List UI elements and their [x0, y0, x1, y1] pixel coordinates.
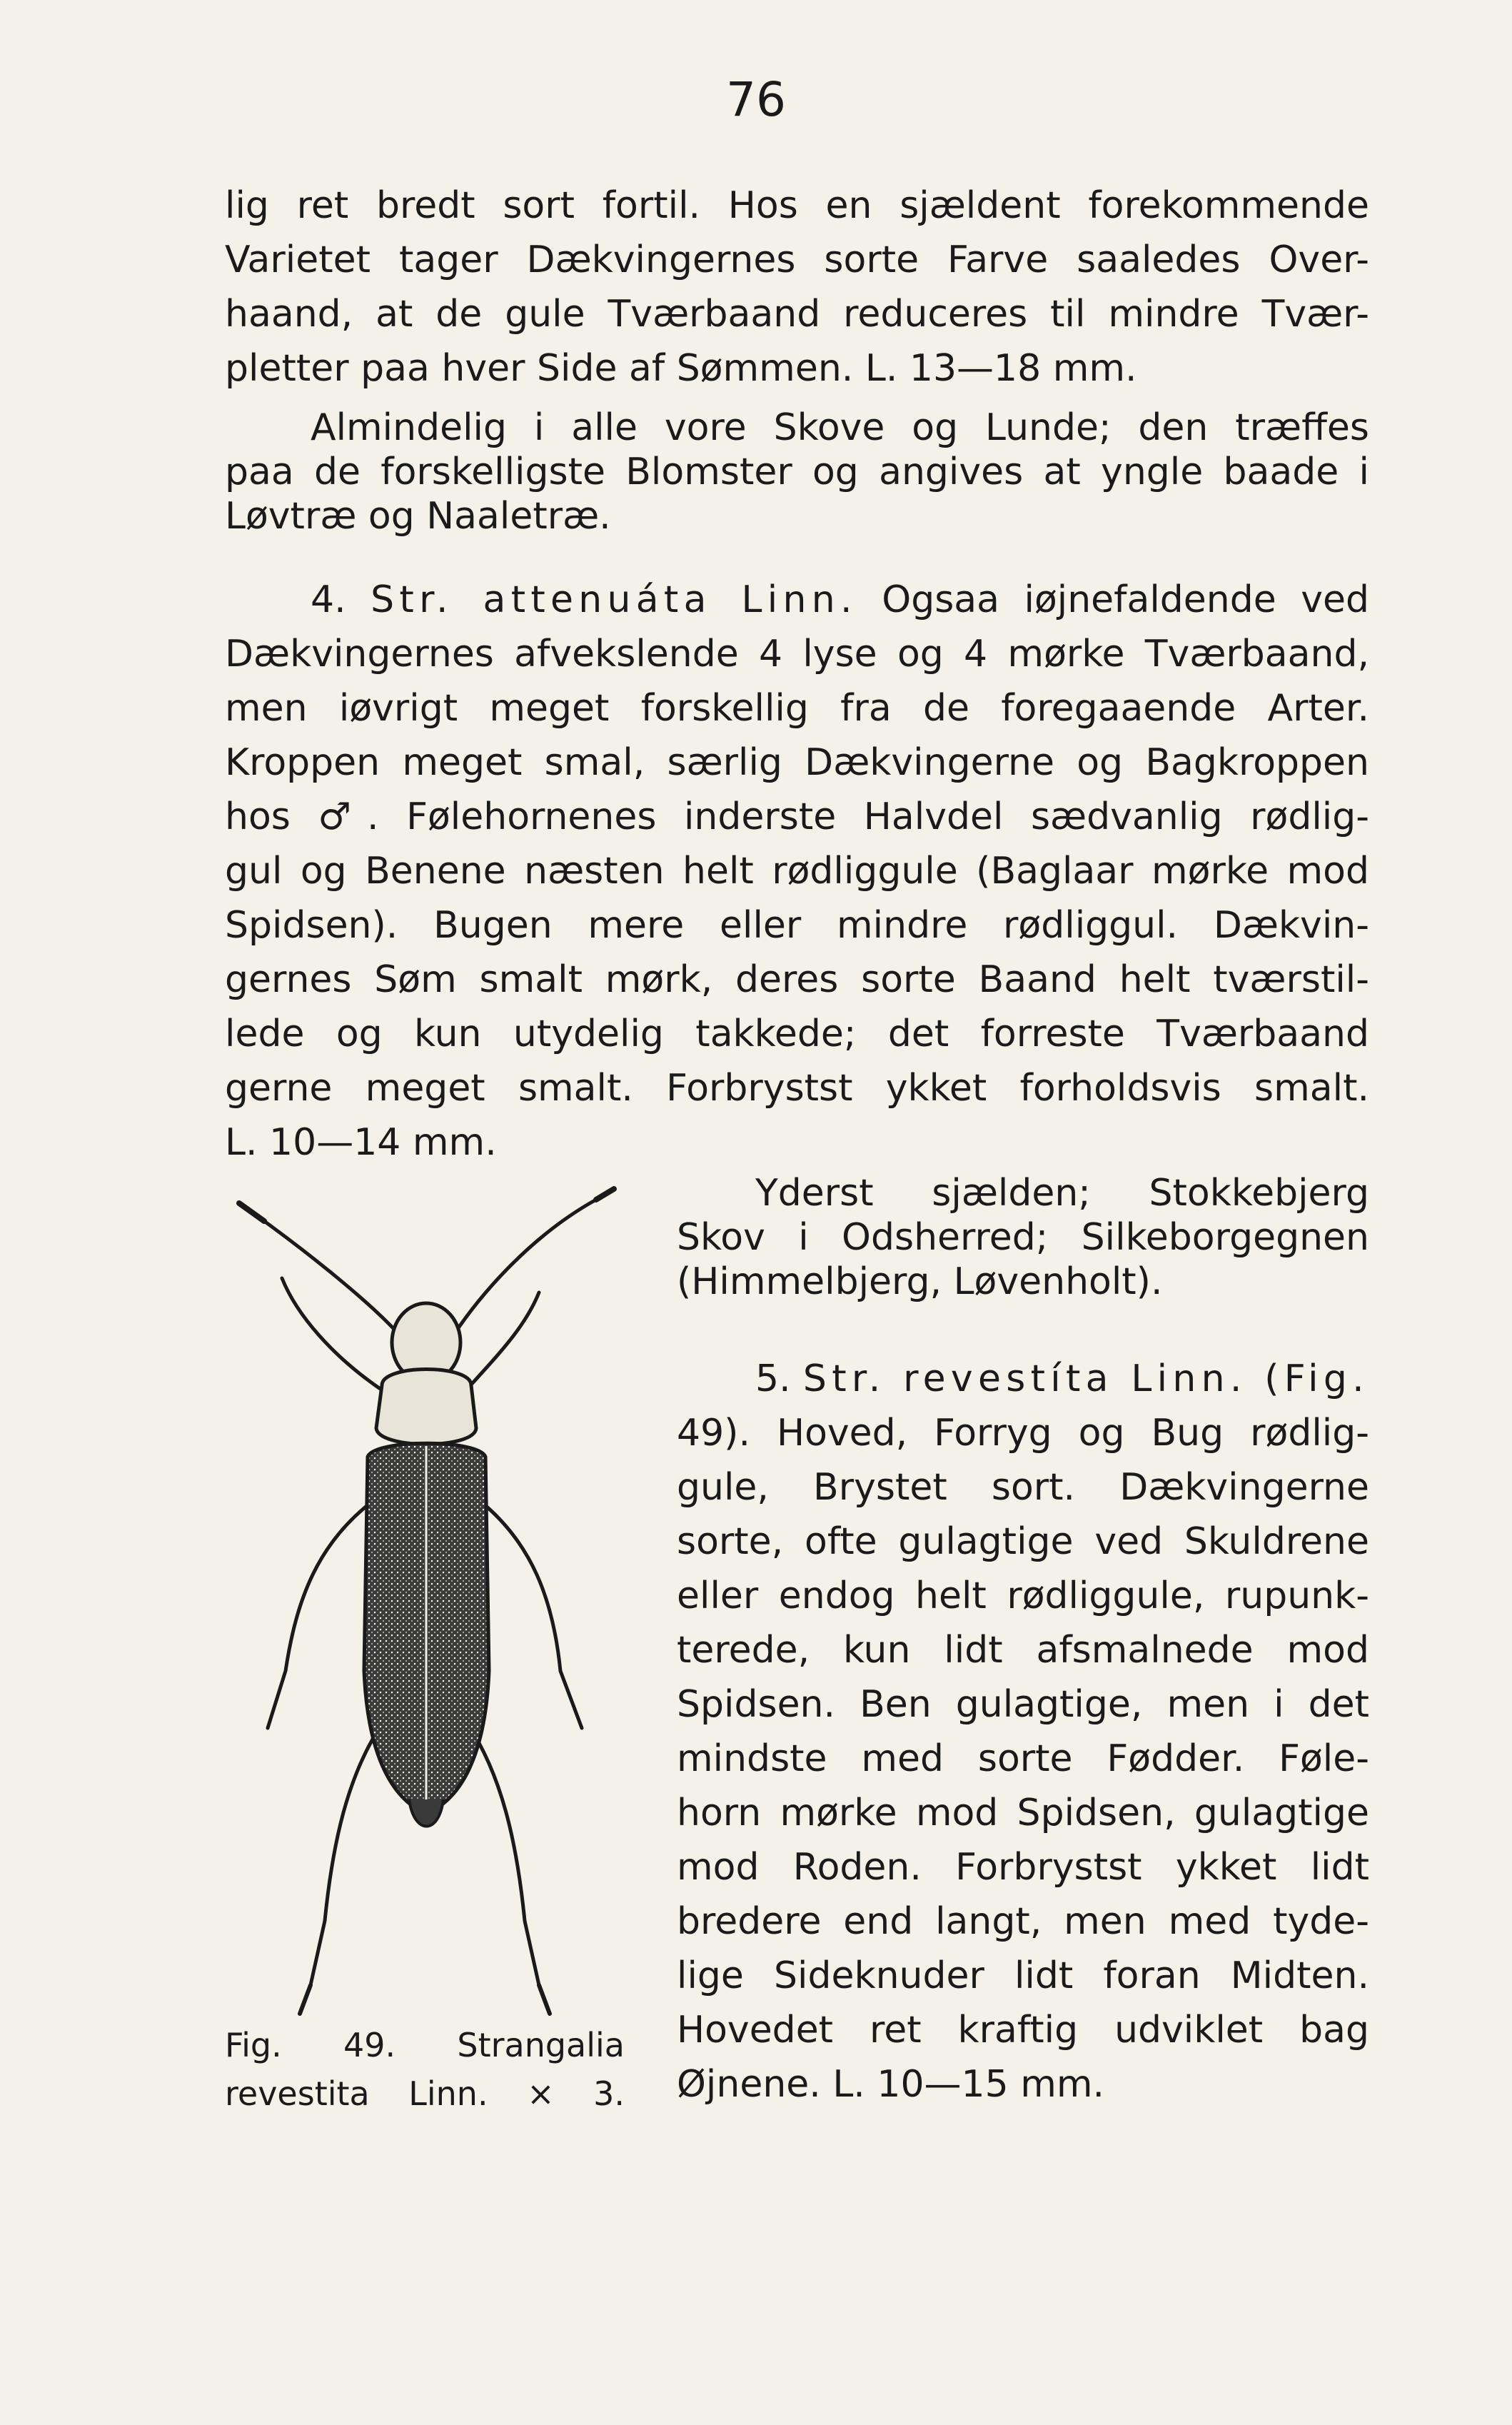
text-line: Spidsen. Ben gulagtige, men i det	[677, 1683, 1369, 1726]
species-5-text	[677, 1352, 1369, 2112]
beetle-illustration	[225, 1171, 625, 2028]
species-number: 4.	[311, 578, 346, 621]
text-line: Yderst sjælden; Stokkebjerg	[755, 1172, 1369, 1215]
text-line: gernes Søm smalt mørk, deres sorte Baand helt tværstil-	[225, 958, 1369, 1001]
text-line: Øjnene. L. 10—15 mm.	[677, 2063, 1105, 2106]
text-line: haand, at de gule Tværbaand reduceres til mindre Tvær-	[225, 293, 1369, 336]
text-line: Almindelig i alle vore Skove og Lunde; den træffes	[311, 406, 1369, 449]
text-line: horn mørke mod Spidsen, gulagtige	[677, 1792, 1369, 1834]
text-line: Varietet tager Dækvingernes sorte Farve saaledes Over-	[225, 239, 1369, 281]
text-line: lige Sideknuder lidt foran Midten.	[677, 1954, 1369, 1997]
text-line: paa de forskelligste Blomster og angives at yngle baade i	[225, 451, 1369, 493]
species-number: 5.	[755, 1357, 791, 1400]
text-line: eller endog helt rødliggule, rupunk-	[677, 1575, 1369, 1617]
figure-caption	[225, 2021, 625, 2118]
text-line: mod Roden. Forbrystst ykket lidt	[677, 1846, 1369, 1889]
text-line: terede, kun lidt afsmalnede mod	[677, 1629, 1369, 1672]
text-line: L. 10—14 mm.	[225, 1121, 497, 1164]
species-name: Str. revestíta Linn. (Fig.	[802, 1357, 1369, 1400]
beetle-figure	[225, 1171, 625, 2028]
species-name: Str. attenuáta Linn.	[371, 578, 857, 621]
species-heading-line	[225, 573, 1369, 627]
text-line: lede og kun utydelig takkede; det forreste Tværbaand	[225, 1013, 1369, 1055]
page-number: 76	[726, 72, 786, 127]
text-line: bredere end langt, men med tyde-	[677, 1900, 1369, 1943]
text-line: Skov i Odsherred; Silkeborgegnen	[677, 1216, 1369, 1259]
text-line: pletter paa hver Side af Sømmen. L. 13—18 mm.	[225, 347, 1137, 390]
text-line: Spidsen). Bugen mere eller mindre rødliggul. Dækvin-	[225, 904, 1369, 947]
text-line: Hovedet ret kraftig udviklet bag	[677, 2009, 1369, 2052]
caption-line: revestita Linn. × 3.	[225, 2074, 625, 2113]
text-line: Dækvingernes afvekslende 4 lyse og 4 mørke Tværbaand,	[225, 633, 1369, 676]
text-line: sorte, ofte gulagtige ved Skuldrene	[677, 1520, 1369, 1563]
text-line: Løvtræ og Naaletræ.	[225, 495, 611, 538]
main-text	[225, 179, 1369, 1170]
locality-text	[677, 1171, 1369, 1304]
text-line: hos ♂. Følehornenes inderste Halvdel sædvanlig rødlig-	[225, 795, 1369, 838]
text-line: men iøvrigt meget forskellig fra de foregaaende Arter.	[225, 687, 1369, 730]
text-line: gule, Brystet sort. Dækvingerne	[677, 1466, 1369, 1509]
text-line: mindste med sorte Fødder. Føle-	[677, 1737, 1369, 1780]
text-line: Kroppen meget smal, særlig Dækvingerne og Bagkroppen	[225, 741, 1369, 784]
text-line: gerne meget smalt. Forbrystst ykket forholdsvis smalt.	[225, 1067, 1369, 1110]
caption-line: Fig. 49. Strangalia	[225, 2026, 625, 2064]
text-line: 49). Hoved, Forryg og Bug rødlig-	[677, 1412, 1369, 1455]
text-line: lig ret bredt sort fortil. Hos en sjældent forekommende	[225, 184, 1369, 227]
text-line-rest: Ogsaa iøjnefaldende ved	[882, 578, 1370, 621]
species-heading-line	[677, 1352, 1369, 1406]
text-line: (Himmelbjerg, Løvenholt).	[677, 1260, 1163, 1303]
text-line: gul og Benene næsten helt rødliggule (Baglaar mørke mod	[225, 850, 1369, 893]
